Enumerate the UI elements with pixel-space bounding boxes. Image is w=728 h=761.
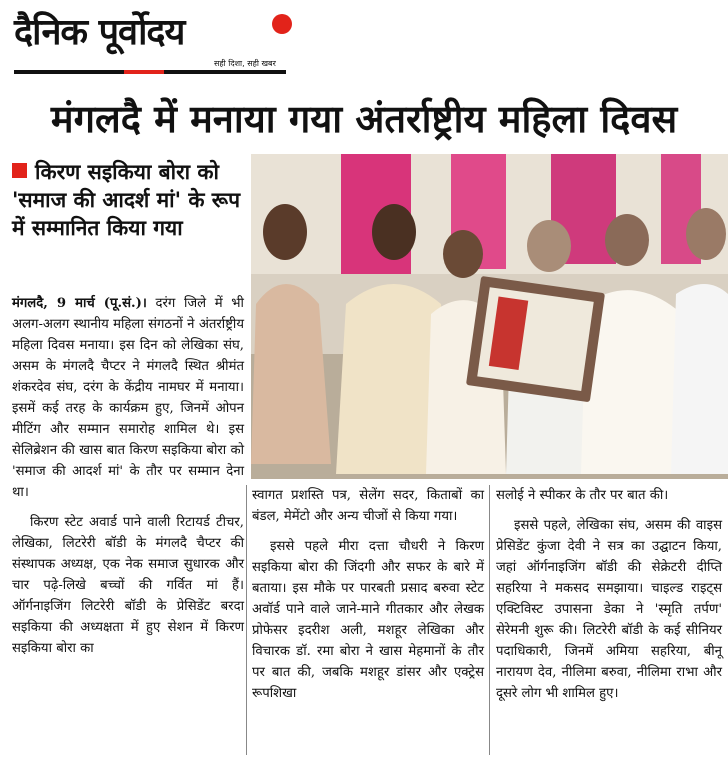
column-divider xyxy=(246,485,247,755)
column-divider xyxy=(489,485,490,755)
masthead-rule xyxy=(14,70,286,74)
article-column-1 xyxy=(12,293,244,668)
article-paragraph: इससे पहले, लेखिका संघ, असम की वाइस प्रेसिडेंट कुंजा देवी ने सत्र का उद्घाटन किया, जहां ऑर्गनाइजिंग बॉडी की सेक्रेटरी दीप्ति सहरिया ने मकसद समझाया। चाइल्ड राइट्स एक्टिविस्ट उपासना डेका ने 'स्मृति तर्पण' सेरेमनी शुरू की। लिटरेरी बॉडी के कई सीनियर पदाधिकारी, जिनमें अमिया सहरिया, बीनू नारायण देव, नीलिमा बरुवा, नीलिमा राभा और दूसरे लोग भी शामिल हुए। xyxy=(496,518,722,701)
article-paragraph: स्वागत प्रशस्ति पत्र, सेलेंग सदर, किताबों का बंडल, मेमेंटो और अन्य चीजों से किया गया। xyxy=(252,488,484,524)
bullet-square-icon xyxy=(12,163,27,178)
paragraph-text: दरंग जिले में भी अलग-अलग स्थानीय महिला संगठनों ने अंतर्राष्ट्रीय महिला दिवस मनाया। इस दिन को लेखिका संघ, असम के मंगलदै चैप्टर ने मंगलदै स्थित श्रीमंत शंकरदेव संघ, दरंग के केंद्रीय नामघर में मनाया। इसमें कई तरह के कार्यक्रम हुए, जिनमें ओपन मीटिंग और सम्मान समारोह शामिल थे। इस सेलिब्रेशन की खास बात किरण सइकिया बोरा को 'समाज की आदर्श मां' के तौर पर सम्मान देना था। xyxy=(12,296,244,500)
article-paragraph: सलोई ने स्पीकर के तौर पर बात की। xyxy=(496,488,669,503)
article-photo xyxy=(251,154,728,479)
subheadline xyxy=(12,158,244,242)
masthead xyxy=(14,4,286,74)
newspaper-logo: दैनिक पूर्वोदय xyxy=(14,11,185,53)
headline: मंगलदै में मनाया गया अंतर्राष्ट्रीय महिला दिवस xyxy=(50,96,678,141)
article-column-3 xyxy=(496,485,722,713)
article-column-2 xyxy=(252,485,484,713)
dateline: मंगलदै, 9 मार्च (पू.सं.)। xyxy=(12,296,147,311)
article-paragraph xyxy=(12,293,244,503)
logo-dot-icon xyxy=(272,14,292,34)
newspaper-tagline: सही दिशा, सही खबर xyxy=(214,59,276,68)
article-paragraph: इससे पहले मीरा दत्ता चौधरी ने किरण सइकिया बोरा की जिंदगी और सफर के बारे में बताया। इस मौके पर पारबती प्रसाद बरुवा स्टेट अवॉर्ड पाने वाले जाने-माने गीतकार और लेखक प्रोफेसर इदरीश अली, मशहूर लेखिका और विचारक डॉ. रमा बोरा ने खास मेहमानों के तौर पर बात की, जबकि मशहूर डांसर और एक्ट्रेस रूपशिखा xyxy=(252,539,484,701)
article-paragraph: किरण स्टेट अवार्ड पाने वाली रिटायर्ड टीचर, लेखिका, लिटरेरी बॉडी के मंगलदै चैप्टर की संस्थापक अध्यक्ष, एक नेक समाज सुधारक और चार पढ़े-लिखे बच्चों की गर्वित मां हैं। ऑर्गनाइजिंग लिटरेरी बॉडी के प्रेसिडेंट बरदा सइकिया की अध्यक्षता में हुए सेशन में किरण सइकिया बोरा का xyxy=(12,515,244,656)
subheadline-text: किरण सइकिया बोरा को 'समाज की आदर्श मां' के रूप में सम्मानित किया गया xyxy=(12,159,241,240)
